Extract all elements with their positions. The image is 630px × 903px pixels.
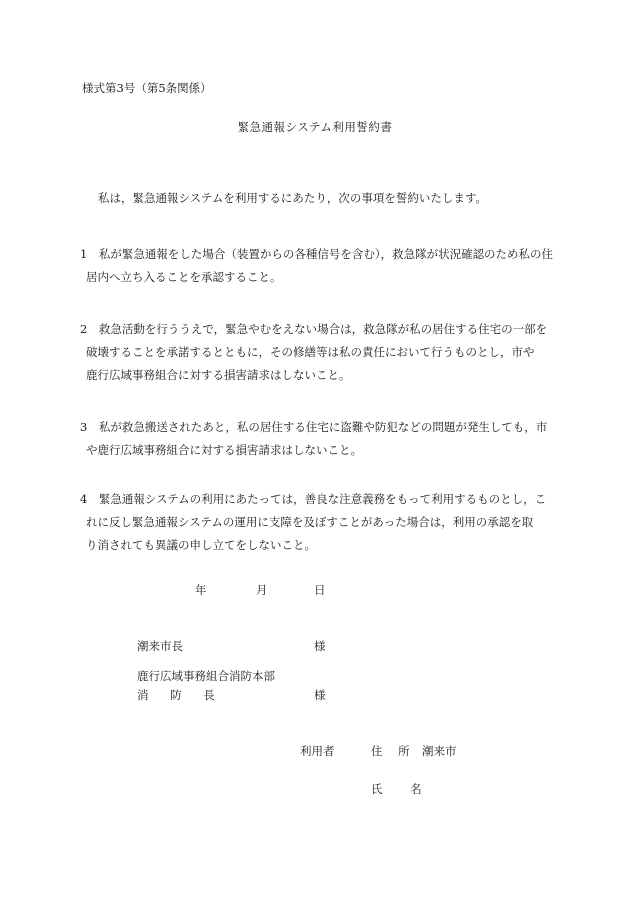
addressee-mayor-honorific: 様 bbox=[314, 639, 326, 653]
pledge-item-3 bbox=[80, 416, 550, 462]
pledge-line: 破壊することを承諾するとともに，その修繕等は私の責任において行うものとし，市や bbox=[86, 345, 535, 359]
user-name-label: 氏 名 bbox=[371, 782, 434, 796]
intro-text: 私は，緊急通報システムを利用するにあたり，次の事項を誓約いたします。 bbox=[98, 191, 487, 205]
pledge-line: や鹿行広域事務組合に対する損害請求はしないこと。 bbox=[86, 443, 362, 457]
addressee-fire-chief: 消 防 長 bbox=[137, 688, 224, 702]
pledge-item-4 bbox=[80, 488, 550, 557]
pledge-line: 2 救急活動を行ううえで，緊急やむをえない場合は，救急隊が私の居住する住宅の一部を bbox=[80, 322, 548, 336]
pledge-line: り消されても異議の申し立てをしないこと。 bbox=[86, 538, 316, 552]
pledge-item-1 bbox=[80, 243, 554, 289]
addressee-fire-chief-honorific: 様 bbox=[314, 688, 326, 702]
pledge-line: 鹿行広域事務組合に対する損害請求はしないこと。 bbox=[86, 368, 351, 382]
document-title: 緊急通報システム利用誓約書 bbox=[237, 120, 393, 134]
form-number: 様式第3号（第5条関係） bbox=[82, 81, 212, 95]
pledge-line: れに反し緊急通報システムの運用に支障を及ぼすことがあった場合は，利用の承認を取 bbox=[86, 515, 534, 529]
date-day-label: 日 bbox=[314, 583, 326, 597]
date-year-label: 年 bbox=[195, 583, 207, 597]
pledge-line: 居内へ立ち入ることを承認すること。 bbox=[86, 270, 282, 284]
user-address-label: 住 所 bbox=[371, 744, 416, 758]
pledge-item-2 bbox=[80, 318, 550, 387]
pledge-line: 4 緊急通報システムの利用にあたっては，善良な注意義務をもって利用するものとし，こ bbox=[80, 492, 547, 506]
date-month-label: 月 bbox=[256, 583, 268, 597]
user-label: 利用者 bbox=[300, 744, 335, 758]
addressee-fire-dept-org: 鹿行広域事務組合消防本部 bbox=[137, 669, 275, 683]
addressee-mayor: 潮来市長 bbox=[137, 639, 183, 653]
user-address-value: 潮来市 bbox=[422, 744, 457, 758]
pledge-line: 1 私が緊急通報をした場合（装置からの各種信号を含む），救急隊が状況確認のため私の住 bbox=[80, 247, 554, 261]
pledge-line: 3 私が救急搬送されたあと，私の居住する住宅に盗難や防犯などの問題が発生しても，市 bbox=[80, 420, 548, 434]
